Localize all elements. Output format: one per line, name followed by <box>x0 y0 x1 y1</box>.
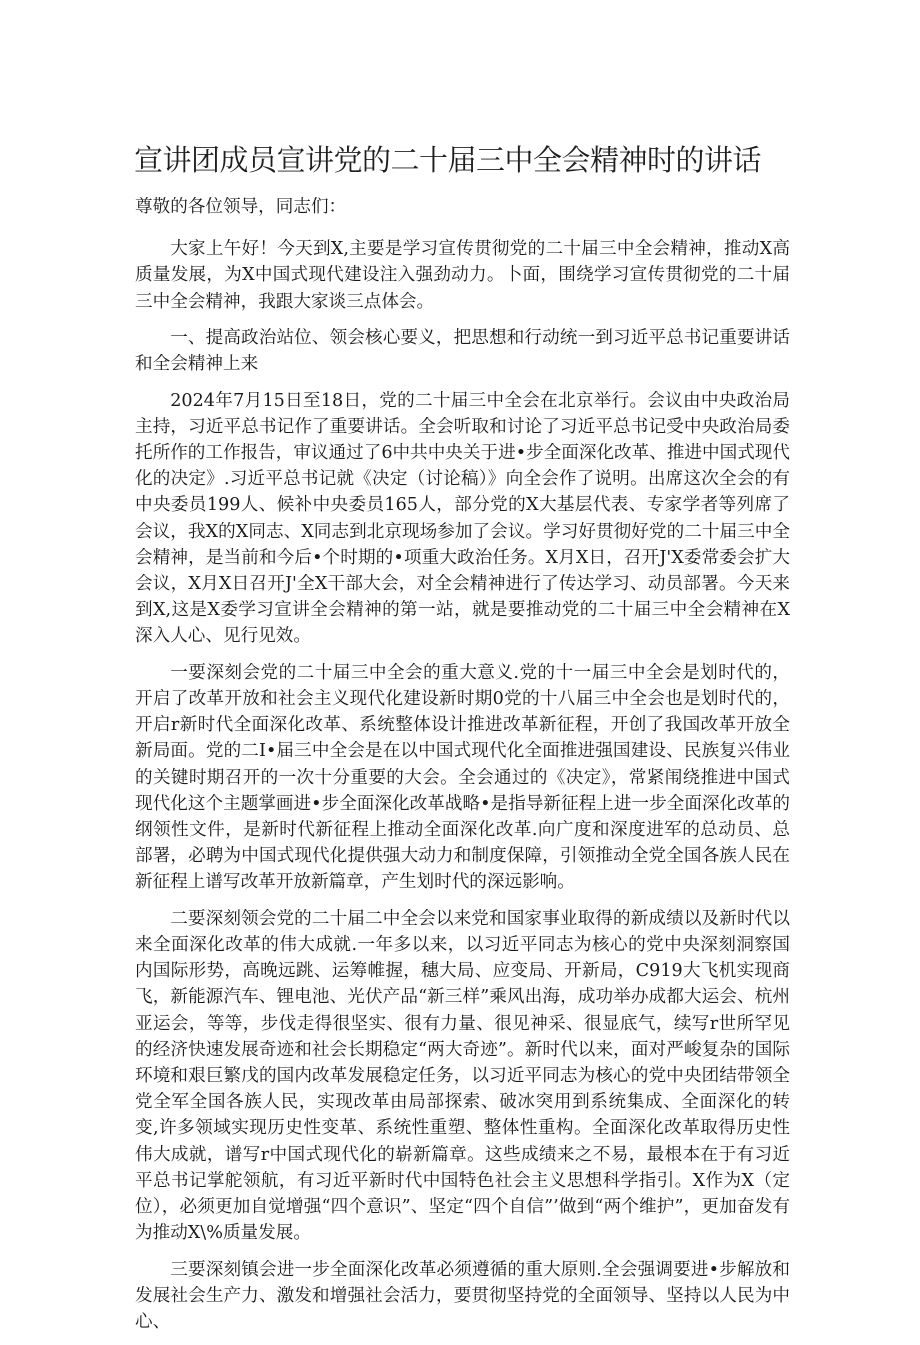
document-title: 宣讲团成员宣讲党的二十届三中全会精神时的讲话 <box>134 143 762 177</box>
paragraph-plenum-summary: 2024年7月15日至18日，党的二十届三中全会在北京举行。会议由中央政治局主持，习近平总书记作了重要讲话。全会听取和讨论了习近平总书记受中央政治局委托所作的工作报告，审议通过了6中共中央关于进•步全面深化改革、推进中国式现代化的决定》.习近平总书记就《决定（讨论稿）》向全会作了说明。出席这次全会的有中央委员199人、候补中央委员165人，部分党的X大基层代表、专家学者等列席了会议，我X的X同志、X同志到北京现场参加了会议。学习好贯彻好党的二十届三中全会精神，是当前和今后•个时期的•项重大政治任务。X月X日，召开J'X委常委会扩大会议，X月X日召开J'全X干部大会，对全会精神进行了传达学习、动员部署。今天来到X,这是X委学习宣讲全会精神的第一站，就是要推动党的二十届三中全会精神在X深入人心、见行见效。 <box>135 390 790 647</box>
section-heading-1: 一、提高政治站位、领会核心要义，把思想和行动统一到习近平总书记重要讲话和全会精神上来 <box>135 328 790 375</box>
salutation: 尊敬的各位领导，同志们： <box>135 197 347 217</box>
document-body <box>135 194 790 1345</box>
paragraph-point-3: 三要深刻镇会进一步全面深化改革必须遵循的重大原则.全会强调要进•步解放和发展社会生产力、激发和增强社会活力，要贯彻坚持党的全面领导、坚持以人民为中心、 <box>135 1259 790 1333</box>
paragraph-point-2: 二要深刻领会党的二十届二中全会以来党和国家事业取得的新成绩以及新时代以来全面深化改革的伟大成就.一年多以来，以习近平同志为核心的党中央深刻洞察国内国际形势，高晚远跳、运筹帷握，穗大局、应变局、开新局，C919大飞机实现商飞，新能源汽车、锂电池、光伏产品“新三样”乘风出海，成功举办成都大运会、杭州亚运会，等等，步伐走得很坚实、很有力量、很见神采、很显底气，续写r世所罕见的经济快速发展奇迹和社会长期稳定“两大奇迹”。新时代以来，面对严峻复杂的国际环境和艰巨繁戊的国内改革发展稳定任务，以习近平同志为核心的党中央团结带领全党全军全国各族人民，实现改革由局部探索、破冰突用到系统集成、全面深化的转变,许多领域实现历史性变革、系统性重塑、整体性重构。全面深化改革取得历史性伟大成就，谱写r中国式现代化的崭新篇章。这些成绩来之不易，最根本在于有习近平总书记掌舵领航，有习近平新时代中国特色社会主义思想科学指引。X作为X（定位），必须更加自觉增强“四个意识”、坚定“四个自信”’做到“两个维护”，更加奋发有为推动X\%质量发展。 <box>135 908 790 1244</box>
paragraph-intro: 大家上午好！今天到X,主要是学习宣传贯彻党的二十届三中全会精神，推动X高质量发展，为X中国式现代建设注入强劲动力。卜面，围绕学习宣传贯彻党的二十届三中全会精神，我跟大家谈三点体会。 <box>135 239 790 312</box>
paragraph-point-1: 一要深刻会党的二十届三中全会的重大意义.党的十一届三中全会是划时代的，开启了改革开放和社会主义现代化建设新时期0党的十八届三中全会也是划时代的，开启r新时代全面深化改革、系统整体设计推进改革新征程，开创了我国改革开放全新局面。党的二I•届三中全会是在以中国式现代化全面推进强国建设、民族复兴伟业的关键时期召开的一次十分重要的大会。全会通过的《决定》，常紧闱绕推进中国式现代化这个主题掌画进•步全面深化改革战略•是指导新征程上进一步全面深化改革的纲领性文件，是新时代新征程上推动全面深化改革.向广度和深度进军的总动员、总部署，必聘为中国式现代化提供强大动力和制度保障，引领推动全党全国各族人民在新征程上谱写改革开放新篇章，产生划时代的深远影响。 <box>135 662 790 893</box>
